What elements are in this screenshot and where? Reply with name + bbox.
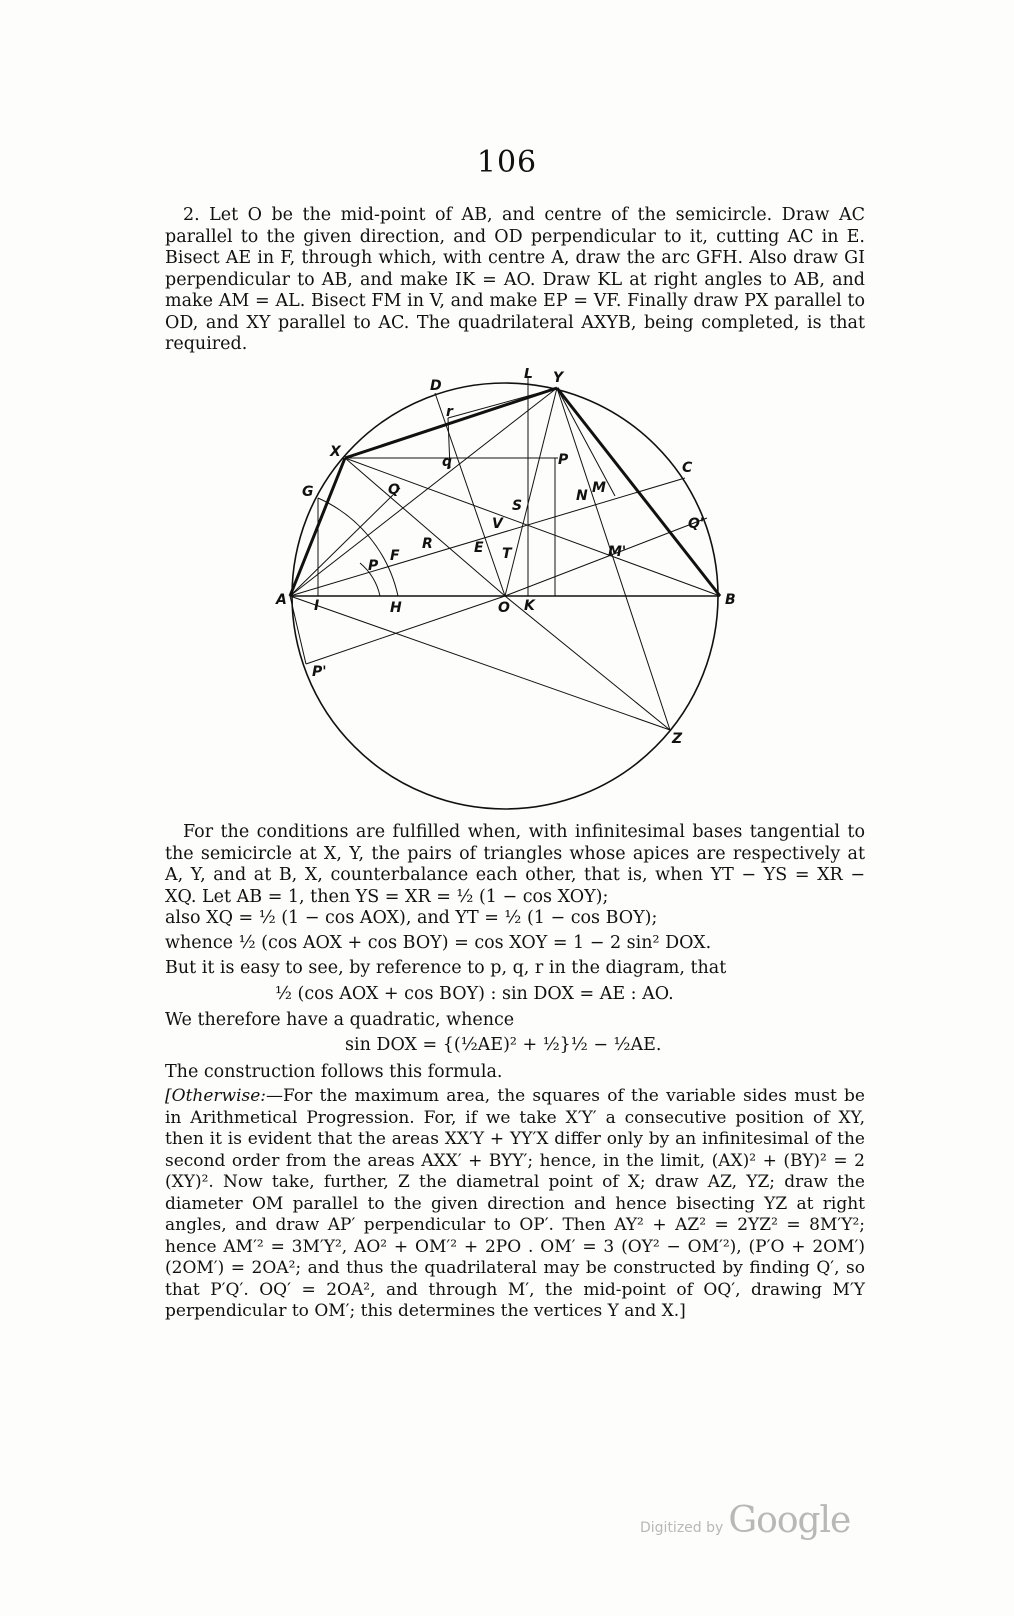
label-Z: Z <box>672 731 683 747</box>
line-but: But it is easy to see, by reference to p, q, r in the diagram, that <box>165 958 727 978</box>
label-K: K <box>524 598 535 614</box>
equation-ratio: ½ (cos AOX + cos BOY) : sin DOX = AE : AO. <box>275 984 674 1004</box>
label-q: q <box>442 454 453 470</box>
line-OZ <box>505 596 670 730</box>
paragraph-construction <box>165 205 865 356</box>
label-G: G <box>302 484 314 500</box>
paragraph-otherwise-text: —For the maximum area, the squares of the variable sides must be in Arithmetical Progression. For, if we take X′Y′ a consecutive position of XY, then it is evident that the areas XX′Y + YY′X differ only by an infinitesimal of the second order from the areas AXX′ + BYY′; hence, in the limit, (AX)² + (BY)² = 2 (XY)². Now take, further, Z the diametral point of X; draw AZ, YZ; draw the diameter OM parallel to the given direction and hence bisecting YZ at right angles, and draw AP′ perpendicular to OP′. Then AY² + AZ² = 2YZ² = 8M′Y²; hence AM′² = 3M′Y², AO² + OM′² + 2PO . OM′ = 3 (OY² − OM′²), (P′O + 2OM′)(2OM′) = 2OA²; and thus the quadrilateral may be constructed by finding Q′, so that P′Q′. OQ′ = 2OA², and through M′, the mid-point of OQ′, drawing M′Y perpendicular to OM′; this determines the vertices Y and X.] <box>165 1086 865 1321</box>
line-AC <box>290 478 685 596</box>
line-XB <box>345 458 720 596</box>
label-I: I <box>314 598 320 614</box>
page-number: 106 <box>476 145 538 180</box>
label-Mp: M' <box>608 544 627 560</box>
label-r: r <box>446 404 453 420</box>
paragraph-conditions <box>165 822 865 908</box>
label-M: M <box>592 480 606 496</box>
line-OP <box>306 596 505 664</box>
line-Yr <box>448 388 557 418</box>
label-Q: Q <box>388 482 400 498</box>
label-N: N <box>576 488 588 504</box>
paragraph-conditions-text: For the conditions are fulfilled when, with infinitesimal bases tangential to the semicircle at X, Y, the pairs of triangles whose apices are respectively at A, Y, and at B, X, counterbalance each other, that is, when YT − YS = XR − XQ. Let AB = 1, then YS = XR = ½ (1 − cos XOY); <box>165 822 865 907</box>
label-E: E <box>474 540 484 556</box>
label-B: B <box>725 592 736 608</box>
label-O: O <box>498 600 510 616</box>
equation-also: also XQ = ½ (1 − cos AOX), and YT = ½ (1 − cos BOY); <box>165 908 658 928</box>
label-X: X <box>330 444 341 460</box>
label-Y: Y <box>553 370 564 386</box>
label-V: V <box>492 516 503 532</box>
label-Pp: P' <box>312 664 327 680</box>
paragraph-construction-text: 2. Let O be the mid-point of AB, and centre of the semicircle. Draw AC parallel to the given direction, and OD perpendicular to it, cutting AC in E. Bisect AE in F, through which, with centre A, draw the arc GFH. Also draw GI perpendicular to AB, and make IK = AO. Draw KL at right angles to AB, and make AM = AL. Bisect FM in V, and make EP = VF. Finally draw PX parallel to OD, and XY parallel to AC. The quadrilateral AXYB, being completed, is that required. <box>165 205 865 354</box>
label-F: F <box>390 548 400 564</box>
arc-GFH <box>318 498 398 596</box>
equation-whence: whence ½ (cos AOX + cos BOY) = cos XOY = 1 − 2 sin² DOX. <box>165 933 712 953</box>
label-P: P <box>368 558 379 574</box>
line-YN <box>557 388 615 496</box>
label-Qp: Q' <box>688 516 705 532</box>
watermark-prefix: Digitized by <box>640 1520 724 1536</box>
equation-sin: sin DOX = {(½AE)² + ½}½ − ½AE. <box>345 1035 662 1055</box>
line-YO <box>505 388 557 596</box>
paragraph-otherwise <box>165 1086 865 1323</box>
side-XY <box>345 388 557 458</box>
line-AZ <box>290 596 670 730</box>
label-R: R <box>422 536 433 552</box>
geometry-diagram <box>270 368 750 828</box>
label-H: H <box>390 600 402 616</box>
digitized-watermark <box>640 1500 850 1541</box>
line-APp <box>290 596 306 664</box>
otherwise-label: [Otherwise: <box>165 1086 267 1106</box>
label-A: A <box>276 592 287 608</box>
label-C: C <box>682 460 693 476</box>
label-S: S <box>512 498 523 514</box>
line-we: We therefore have a quadratic, whence <box>165 1010 515 1030</box>
label-T: T <box>502 546 512 562</box>
label-p: P <box>558 452 569 468</box>
line-construction: The construction follows this formula. <box>165 1062 503 1082</box>
label-L: L <box>524 368 533 382</box>
line-OQp <box>505 518 707 596</box>
label-D: D <box>430 378 442 394</box>
watermark-brand: Google <box>728 1500 851 1541</box>
